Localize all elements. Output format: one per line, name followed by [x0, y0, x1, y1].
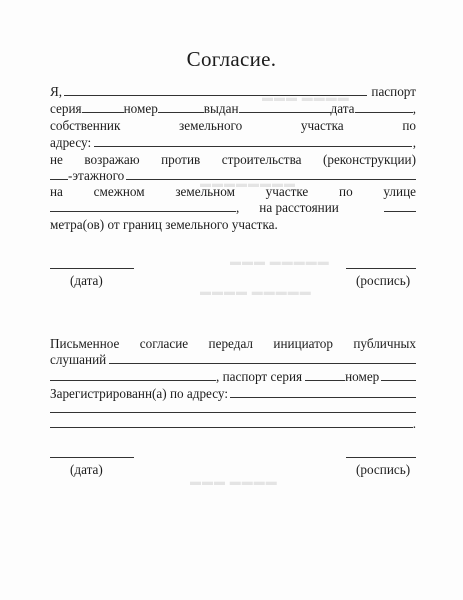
initiator-name-continued-field[interactable] [50, 369, 216, 381]
consent-signature-label: (роспись) [356, 273, 411, 288]
text-distance: на расстоянии [259, 200, 339, 215]
consent-line-boundaries: метра(ов) от границ земельного участка. [50, 217, 278, 232]
text-passport-series: , паспорт серия [216, 369, 303, 384]
consent-line-no-objection [50, 151, 416, 168]
text-number: номер [123, 101, 158, 116]
text-word: земельном [175, 184, 235, 199]
text-word: Письменное [50, 336, 120, 351]
text-floors: -этажного [68, 168, 125, 183]
consent-signature-field[interactable] [346, 268, 416, 269]
text-passport: паспорт [371, 84, 416, 99]
page-title: Согласие. [186, 47, 277, 71]
text-issued: выдан [203, 101, 239, 116]
text-word: улице [383, 184, 416, 199]
bleed-through-mark: ▬▬▬ ▬▬▬▬ [262, 92, 350, 104]
consent-line-floors [50, 167, 416, 184]
text-word: не [50, 152, 63, 167]
text-date: дата [330, 101, 355, 116]
text-word: земельного [179, 118, 243, 133]
text-period: . [412, 416, 416, 431]
initiator-address-end-field[interactable] [50, 416, 413, 428]
text-word: передал [208, 336, 253, 351]
text-word: по [402, 118, 416, 133]
transfer-line-address-end [50, 415, 416, 432]
text-word: собственник [50, 118, 121, 133]
initiator-name-field[interactable] [109, 352, 416, 364]
owner-address-field[interactable] [94, 135, 412, 147]
text-word: строительства [221, 152, 302, 167]
text-word: по [339, 184, 353, 199]
issued-by-field[interactable] [239, 101, 331, 113]
text-address: адресу: [50, 135, 92, 150]
distance-field[interactable] [384, 200, 416, 212]
initiator-address-field[interactable] [230, 386, 416, 398]
text-word: (реконструкции) [322, 152, 416, 167]
transfer-line-passport [50, 368, 416, 385]
text-word: согласие [139, 336, 189, 351]
text-number: номер [345, 369, 380, 384]
text-hearings: слушаний [50, 352, 107, 367]
text-word: участке [265, 184, 309, 199]
transfer-line-hearings [50, 351, 416, 368]
consent-line-owner [50, 117, 416, 134]
consent-line-street-distance [50, 199, 416, 216]
text-word: против [161, 152, 201, 167]
initiator-passport-number-field[interactable] [381, 369, 416, 381]
street-field[interactable] [50, 200, 236, 212]
transfer-line-registered [50, 385, 416, 402]
name-field[interactable] [64, 84, 367, 96]
text-word: возражаю [84, 152, 140, 167]
consent-date-field[interactable] [50, 268, 134, 269]
bleed-through-mark: ▬▬▬ ▬▬▬▬ [190, 476, 278, 488]
consent-line-address [50, 134, 416, 151]
text-comma: , [412, 101, 416, 116]
passport-series-field[interactable] [82, 101, 124, 113]
transfer-signature-label: (роспись) [356, 462, 411, 477]
transfer-line-handed-over [50, 335, 416, 352]
text-word: участка [300, 118, 344, 133]
text-word: инициатор [273, 336, 333, 351]
floors-field[interactable] [50, 168, 68, 180]
bleed-through-mark: ▬▬▬ ▬▬▬▬▬ [230, 256, 330, 268]
transfer-signature-field[interactable] [346, 457, 416, 458]
consent-line-passport-details [50, 100, 416, 117]
bleed-through-mark: ▬▬▬▬▬▬▬▬ [200, 178, 296, 190]
text-comma: , [236, 200, 240, 215]
building-field[interactable] [126, 168, 416, 180]
text-word: публичных [353, 336, 416, 351]
consent-line-adjacent-plot [50, 183, 416, 200]
text-registered: Зарегистрированн(а) по адресу: [50, 386, 228, 401]
issue-date-field[interactable] [355, 101, 413, 113]
text-comma: , [412, 135, 416, 150]
text-word: на [50, 184, 63, 199]
transfer-date-field[interactable] [50, 457, 134, 458]
consent-line-name [50, 83, 416, 100]
transfer-date-label: (дата) [70, 462, 103, 477]
initiator-passport-series-field[interactable] [305, 369, 345, 381]
text-word: смежном [93, 184, 145, 199]
initiator-address-continued-field[interactable] [50, 412, 416, 413]
bleed-through-mark: ▬▬▬▬ ▬▬▬▬▬ [200, 286, 312, 298]
text-prefix: Я, [50, 84, 63, 99]
passport-number-field[interactable] [158, 101, 204, 113]
consent-date-label: (дата) [70, 273, 103, 288]
text-series: серия [50, 101, 82, 116]
